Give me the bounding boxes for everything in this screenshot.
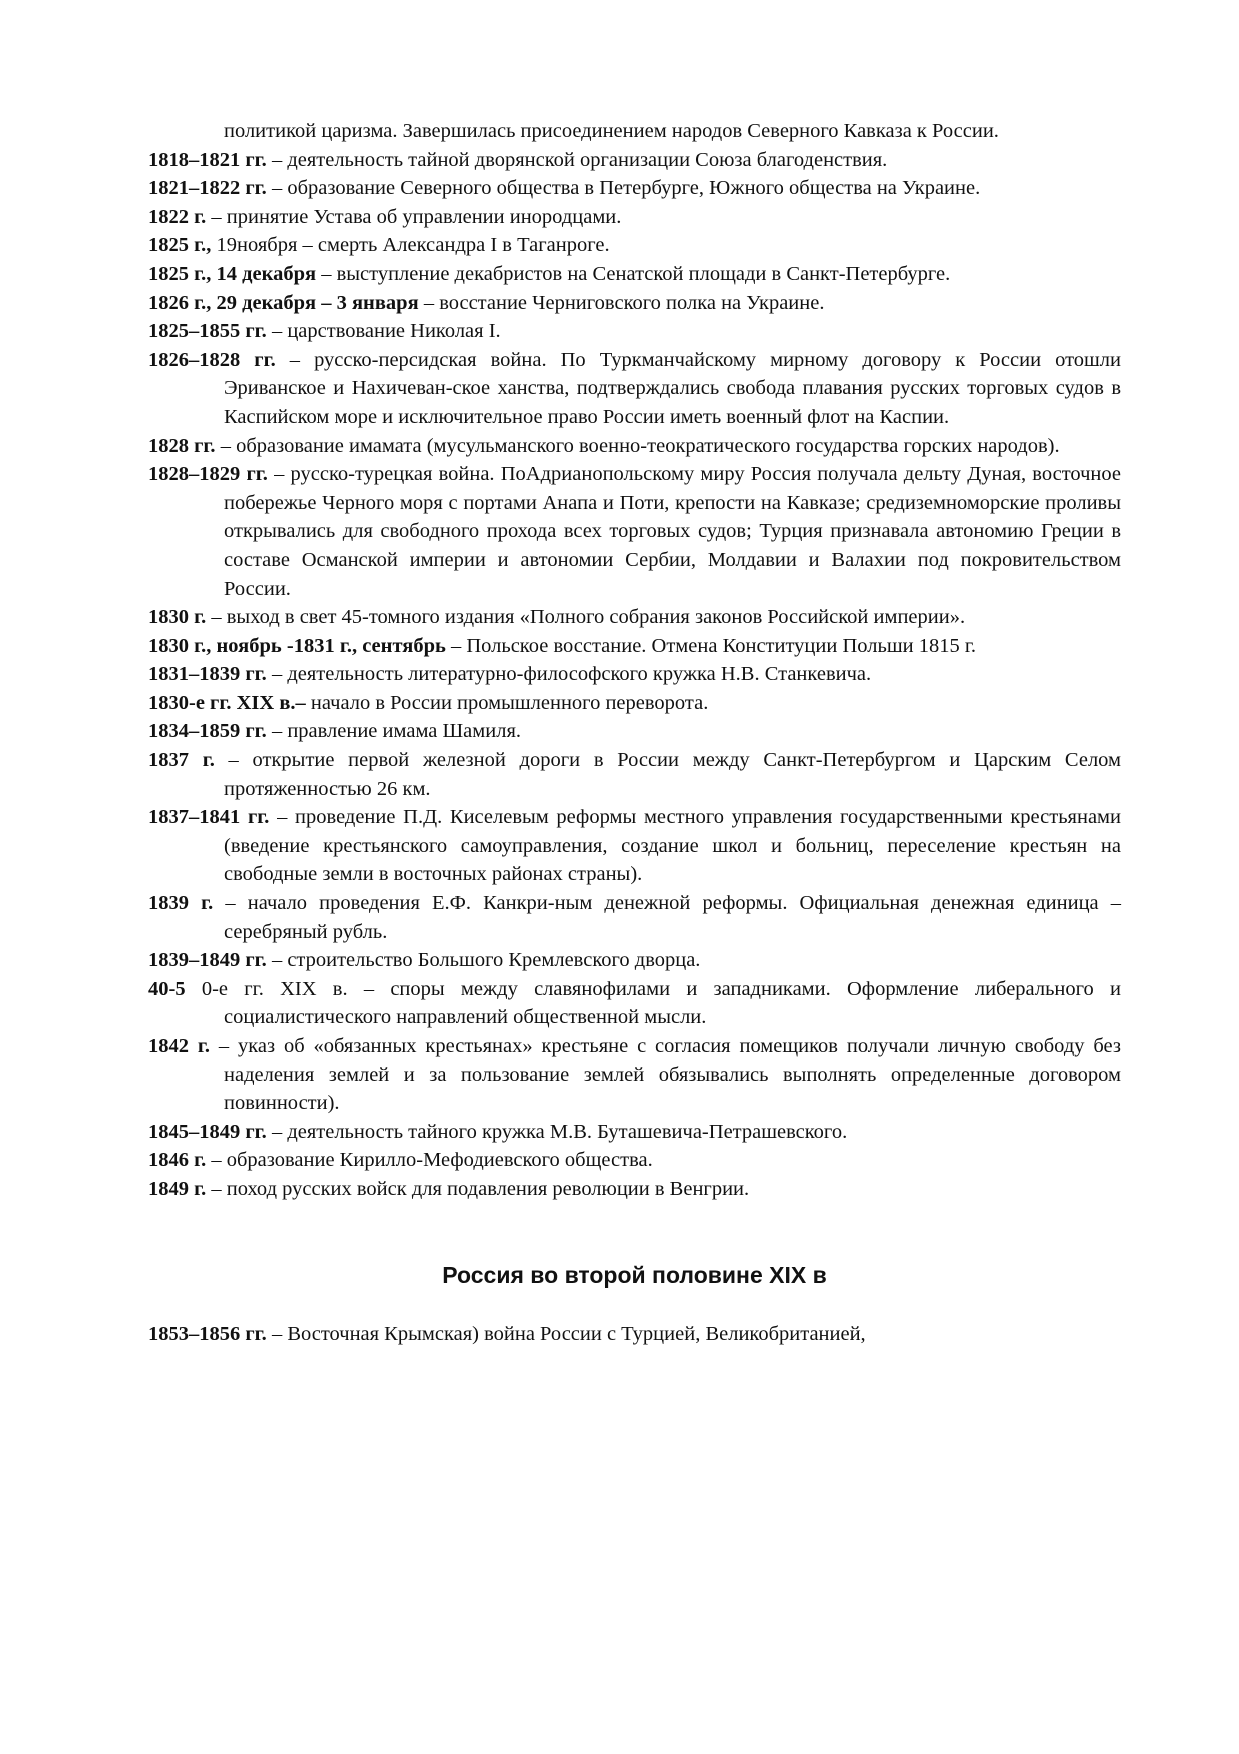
entry-text: 0-е гг. XIX в. – споры между славянофилами и западниками. Оформление либерального и социалистического направлений общественной мысли. bbox=[185, 977, 1121, 1029]
entry-date: 1834–1859 гг. bbox=[148, 720, 267, 743]
entry-text: – открытие первой железной дороги в России между Санкт-Петербургом и Царским Селом протяженностью 26 км. bbox=[214, 749, 1122, 800]
timeline-entry bbox=[148, 889, 1121, 946]
entry-date: 1839–1849 гг. bbox=[148, 949, 267, 972]
entry-text: – принятие Устава об управлении инородцами. bbox=[206, 205, 622, 228]
entry-date: 1828 гг. bbox=[148, 434, 216, 457]
entry-text: – русско-персидская война. По Туркманчайскому мирному договору к России отошли Эриванское и Нахичеван-ское ханства, подтверждались свобода плавания русских торговых судов в Каспийском море и исключительное право России иметь военный флот на Каспии. bbox=[224, 348, 1121, 428]
timeline-entry bbox=[148, 632, 1121, 661]
timeline-entry bbox=[148, 231, 1121, 260]
entry-date: 1825–1855 гг. bbox=[148, 320, 267, 343]
entry-text: – Восточная Крымская) война России с Турцией, Великобританией, bbox=[266, 1322, 866, 1345]
entry-text: – правление имама Шамиля. bbox=[266, 720, 522, 743]
timeline-entry bbox=[148, 1175, 1121, 1204]
timeline-entry bbox=[148, 803, 1121, 889]
entry-date: 1837–1841 гг. bbox=[148, 806, 270, 829]
entry-date: 1842 г. bbox=[148, 1035, 210, 1057]
timeline-entry bbox=[148, 346, 1121, 432]
entry-date: 1830-е гг. XIX в.– bbox=[148, 691, 306, 714]
entry-text: – образование имамата (мусульманского военно-теократического государства горских народов). bbox=[215, 434, 1060, 457]
entry-date: 1826–1828 гг. bbox=[148, 348, 276, 371]
entry-date: 1818–1821 гг. bbox=[148, 148, 267, 171]
entry-date: 1846 г. bbox=[148, 1149, 207, 1172]
document-page bbox=[148, 117, 1121, 1348]
entry-date: 1825 г., 14 декабря bbox=[148, 262, 317, 285]
entry-text: – начало проведения Е.Ф. Канкри-ным денежной реформы. Официальная денежная единица – серебряный рубль. bbox=[213, 892, 1122, 943]
timeline-entry bbox=[148, 460, 1121, 603]
timeline-entry bbox=[148, 975, 1121, 1032]
entry-text: – русско-турецкая война. ПоАдрианопольскому миру Россия получала дельту Дуная, восточное побережье Черного моря с портами Анапа и Поти, крепости на Кавказе; средиземноморские проливы открывались для свободного прохода всех торговых судов; Турция признавала автономию Греции в составе Османской империи и автономии Сербии, Молдавии и Валахии под покровительством России. bbox=[224, 463, 1121, 600]
entry-date: 1849 г. bbox=[148, 1177, 207, 1200]
timeline-entry bbox=[148, 689, 1121, 718]
continuation-text: политикой царизма. Завершилась присоединением народов Северного Кавказа к России. bbox=[224, 120, 999, 142]
entry-text: – указ об «обязанных крестьянах» крестьяне с согласия помещиков получали личную свободу без наделения землей и за пользование землей обязывались выполнять определенные договором повинности). bbox=[210, 1035, 1121, 1115]
entry-date: 1828–1829 гг. bbox=[148, 463, 268, 486]
timeline-entry bbox=[148, 660, 1121, 689]
timeline-entry bbox=[148, 603, 1121, 632]
timeline-entry bbox=[148, 1320, 1121, 1349]
section-heading: Россия во второй половине XIX в bbox=[442, 1261, 827, 1288]
entry-date: 1830 г. bbox=[148, 606, 207, 629]
entry-text: 19ноября – смерть Александра I в Таганроге. bbox=[211, 234, 610, 257]
entry-text: – строительство Большого Кремлевского дворца. bbox=[266, 949, 701, 972]
timeline-entry bbox=[148, 174, 1121, 203]
entry-text: начало в России промышленного переворота. bbox=[305, 691, 709, 714]
timeline-entry bbox=[148, 317, 1121, 346]
timeline-entry bbox=[148, 746, 1121, 803]
entry-date: 1831–1839 гг. bbox=[148, 663, 267, 686]
timeline-entry bbox=[148, 432, 1121, 461]
entry-text: – выход в свет 45-томного издания «Полного собрания законов Российской империи». bbox=[206, 606, 966, 629]
timeline-entry bbox=[148, 146, 1121, 175]
timeline-entry bbox=[148, 1032, 1121, 1118]
entry-text: – поход русских войск для подавления революции в Венгрии. bbox=[206, 1177, 750, 1200]
entry-date: 1853–1856 гг. bbox=[148, 1322, 267, 1345]
entry-date: 1845–1849 гг. bbox=[148, 1120, 267, 1143]
timeline-entry bbox=[148, 203, 1121, 232]
timeline-list bbox=[148, 146, 1121, 1204]
entry-text: – восстание Черниговского полка на Украине. bbox=[418, 291, 825, 314]
entry-text: – деятельность тайного кружка М.В. Буташевича-Петрашевского. bbox=[266, 1120, 848, 1143]
timeline-entry bbox=[148, 946, 1121, 975]
entry-text: – деятельность литературно-философского кружка Н.В. Станкевича. bbox=[266, 663, 872, 686]
entry-date: 1839 г. bbox=[148, 892, 214, 915]
entry-date: 1825 г., bbox=[148, 234, 212, 257]
entry-text: – проведение П.Д. Киселевым реформы местного управления государственными крестьянами (введение крестьянского самоуправления, создание школ и больниц, переселение крестьян на свободные земли в восточных районах страны). bbox=[224, 806, 1121, 886]
entry-date: 1822 г. bbox=[148, 205, 207, 228]
entry-date: 1826 г., 29 декабря – 3 января bbox=[148, 291, 419, 314]
entry-text: – деятельность тайной дворянской организации Союза благоденствия. bbox=[266, 148, 888, 171]
entry-text: – образование Кирилло-Мефодиевского общества. bbox=[206, 1149, 653, 1172]
timeline-entry bbox=[148, 1118, 1121, 1147]
timeline-entry bbox=[148, 1146, 1121, 1175]
entry-date: 1821–1822 гг. bbox=[148, 177, 267, 200]
entry-text: – образование Северного общества в Петербурге, Южного общества на Украине. bbox=[266, 177, 981, 200]
entry-text: – выступление декабристов на Сенатской площади в Санкт-Петербурге. bbox=[316, 262, 951, 285]
entry-date: 40-5 bbox=[148, 977, 186, 1000]
timeline-entry bbox=[148, 260, 1121, 289]
entry-text: – Польское восстание. Отмена Конституции Польши 1815 г. bbox=[445, 634, 977, 657]
timeline-entry bbox=[148, 717, 1121, 746]
entry-date: 1837 г. bbox=[148, 749, 215, 772]
entry-text: – царствование Николая I. bbox=[266, 320, 501, 343]
timeline-entry bbox=[148, 289, 1121, 318]
entry-date: 1830 г., ноябрь -1831 г., сентябрь bbox=[148, 634, 446, 657]
